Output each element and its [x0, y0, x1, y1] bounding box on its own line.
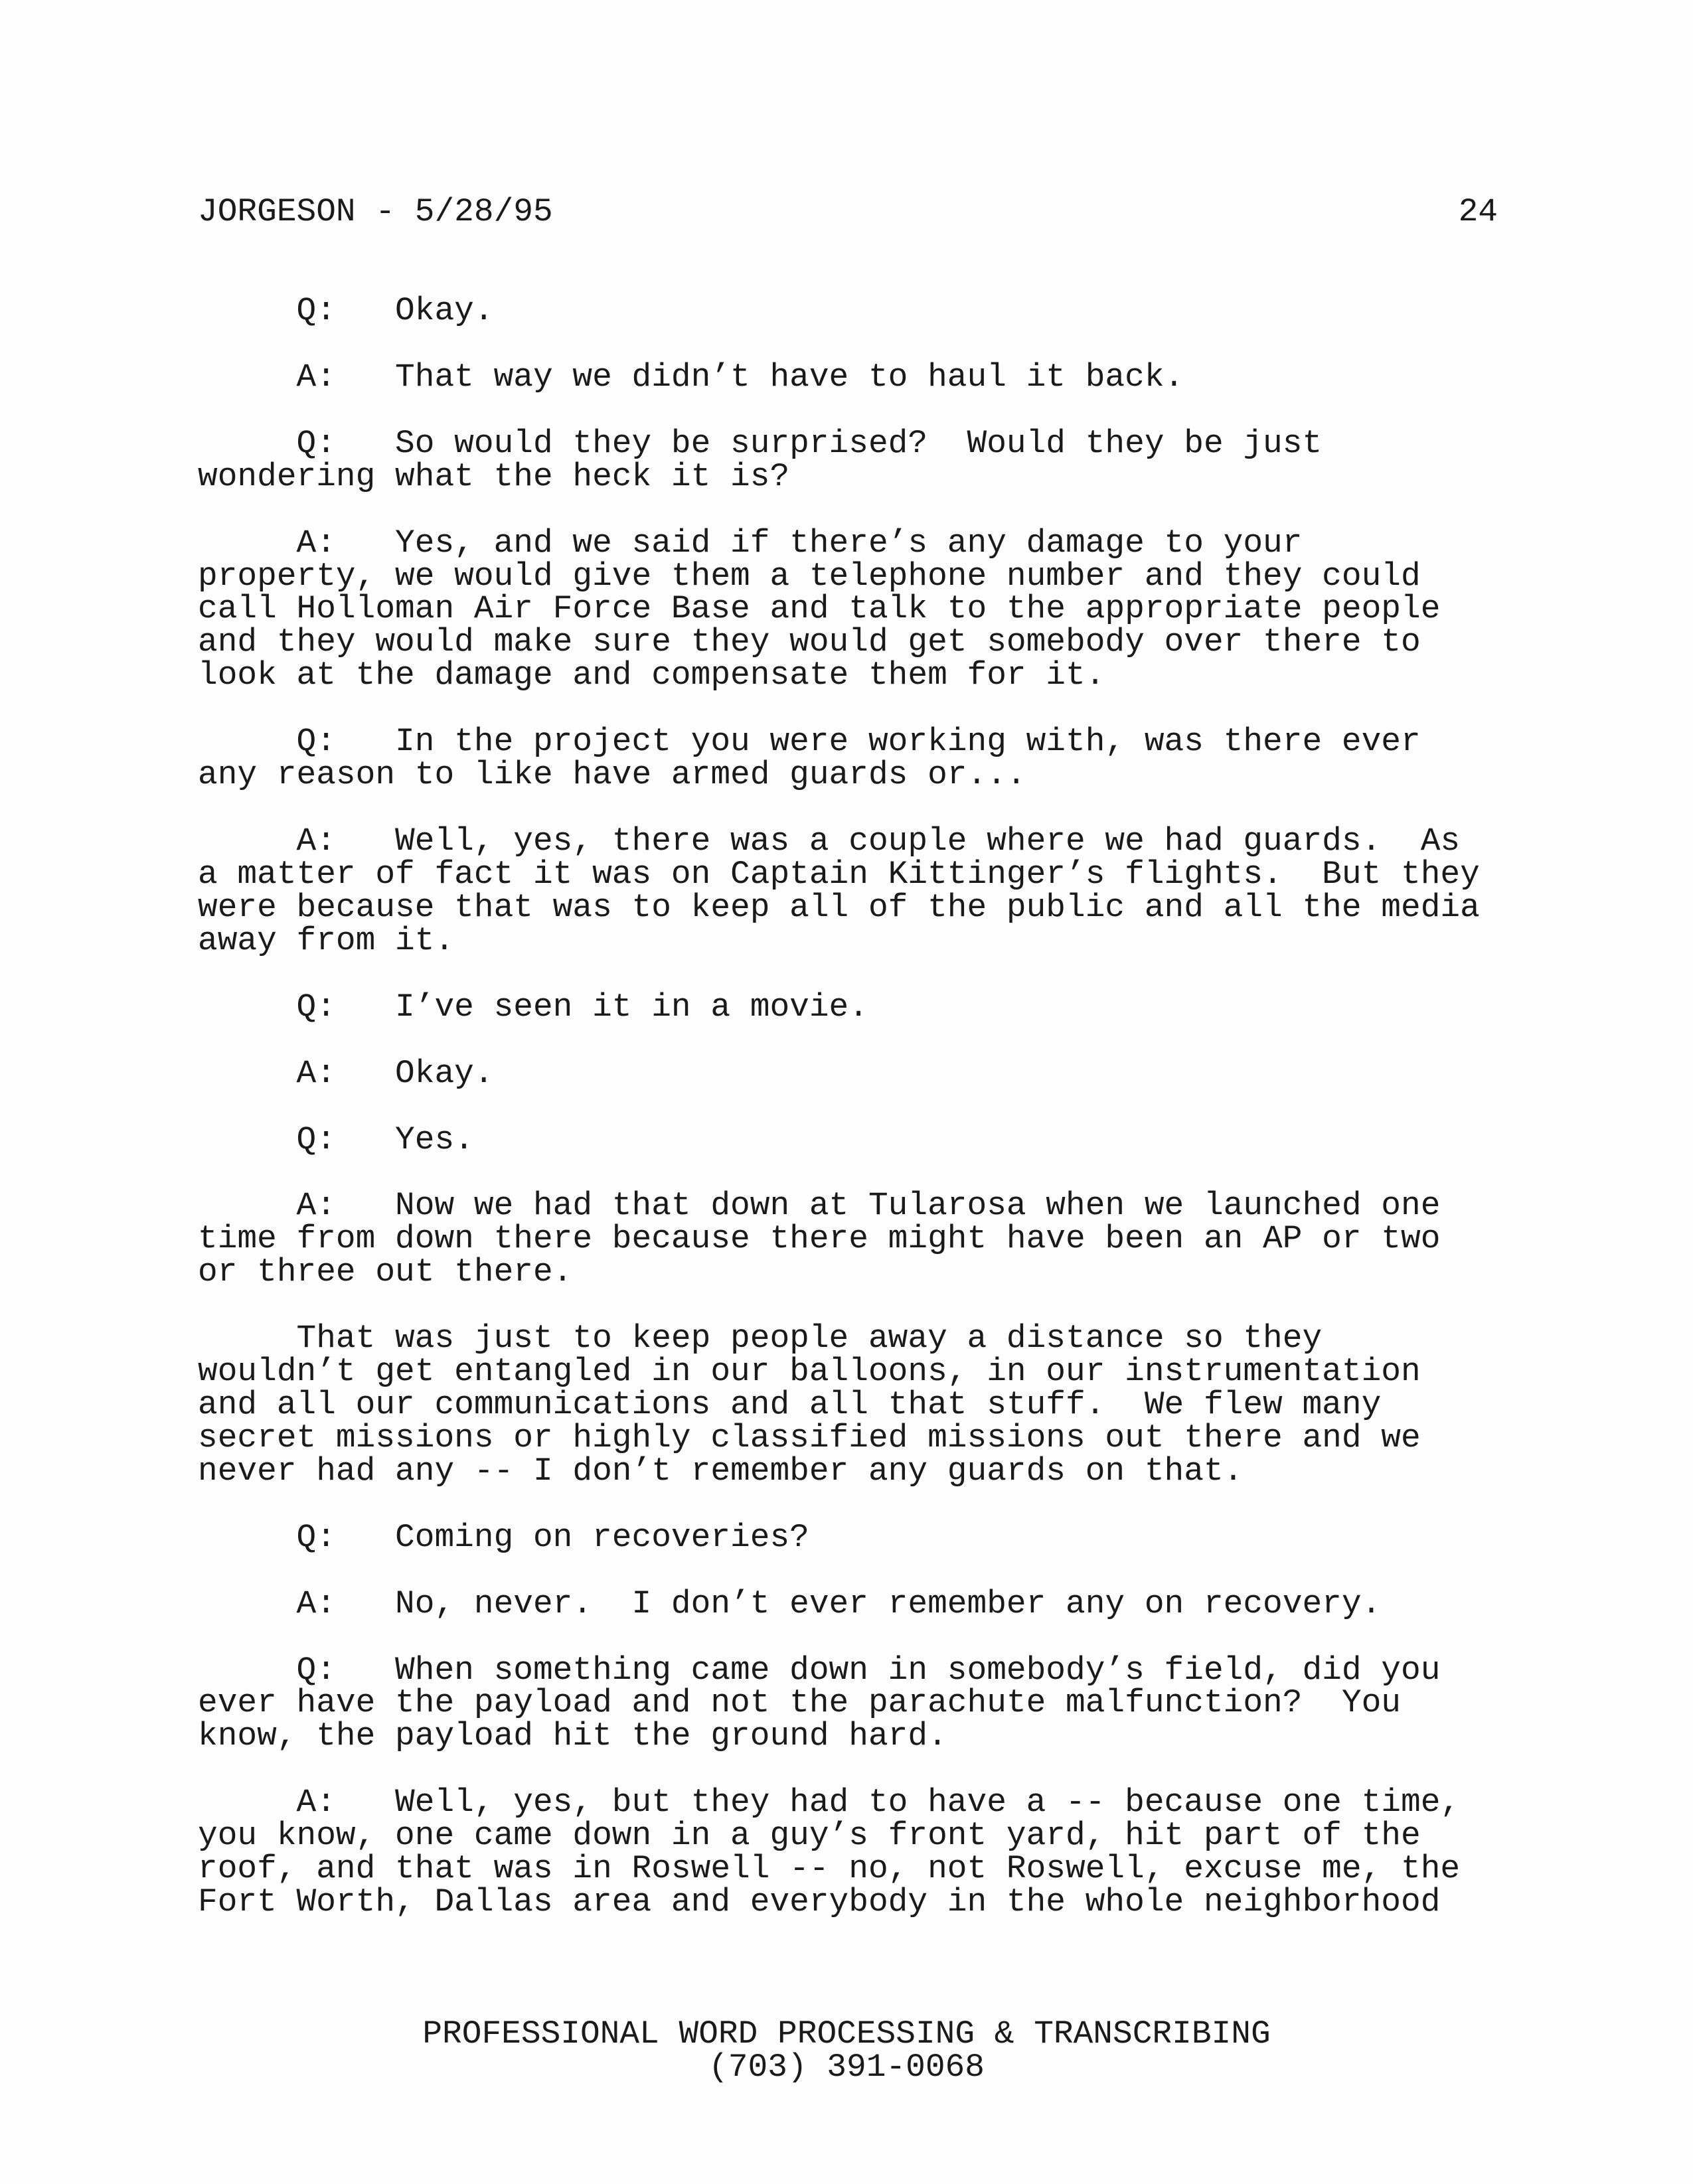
transcript-line: any reason to like have armed guards or... [198, 756, 1026, 794]
transcript-line: Q: So would they be surprised? Would they be just [198, 424, 1323, 462]
transcript-line: A: Well, yes, but they had to have a -- because one time, [198, 1784, 1461, 1822]
transcript-line: Q: I’ve seen it in a movie. [198, 988, 868, 1026]
transcript-line: Q: Okay. [198, 292, 494, 329]
transcript-line: time from down there because there might have been an AP or two [198, 1220, 1441, 1258]
transcript-line: wouldn’t get entangled in our balloons, in our instrumentation [198, 1353, 1421, 1391]
transcript-line: were because that was to keep all of the public and all the media [198, 888, 1480, 926]
transcript-line: That was just to keep people away a distance so they [198, 1320, 1323, 1358]
transcript-line: look at the damage and compensate them for it. [198, 657, 1105, 694]
transcript-line: call Holloman Air Force Base and talk to the appropriate people [198, 590, 1441, 628]
transcript-line: A: That way we didn’t have to haul it back. [198, 358, 1184, 396]
transcript-line: Fort Worth, Dallas area and everybody in the whole neighborhood [198, 1883, 1441, 1921]
transcript-line: ever have the payload and not the parachute malfunction? You [198, 1684, 1401, 1722]
transcript-line: away from it. [198, 921, 455, 959]
transcript-line: A: Okay. [198, 1054, 494, 1092]
transcript-line: Q: Coming on recoveries? [198, 1518, 809, 1556]
transcript-line: A: No, never. I don’t ever remember any on recovery. [198, 1585, 1382, 1622]
transcript-line: Q: When something came down in somebody’s field, did you [198, 1651, 1441, 1689]
footer-phone: (703) 391-0068 [708, 2049, 985, 2086]
transcript-line: and all our communications and all that stuff. We flew many [198, 1386, 1382, 1424]
transcript-line: roof, and that was in Roswell -- no, not Roswell, excuse me, the [198, 1850, 1461, 1888]
page-number: 24 [1458, 193, 1498, 230]
transcript-line: or three out there. [198, 1253, 573, 1291]
transcript-line: know, the payload hit the ground hard. [198, 1717, 947, 1755]
header-title: JORGESON - 5/28/95 [198, 193, 553, 230]
transcript-line: a matter of fact it was on Captain Kittinger’s flights. But they [198, 855, 1480, 893]
transcript-line: Q: In the project you were working with, was there ever [198, 723, 1421, 761]
transcript-line: property, we would give them a telephone number and they could [198, 557, 1421, 595]
transcript-line: secret missions or highly classified missions out there and we [198, 1419, 1421, 1456]
transcript-line: A: Now we had that down at Tularosa when we launched one [198, 1187, 1441, 1225]
transcript-line: wondering what the heck it is? [198, 457, 790, 495]
transcript-line: you know, one came down in a guy’s front yard, hit part of the [198, 1817, 1421, 1855]
transcript-line: never had any -- I don’t remember any guards on that. [198, 1452, 1244, 1490]
transcript-line: A: Yes, and we said if there’s any damage to your [198, 524, 1303, 562]
transcript-line: A: Well, yes, there was a couple where we had guards. As [198, 822, 1461, 860]
transcript-line: and they would make sure they would get somebody over there to [198, 623, 1421, 661]
footer-company: PROFESSIONAL WORD PROCESSING & TRANSCRIBING [422, 2015, 1271, 2053]
transcript-line: Q: Yes. [198, 1121, 474, 1158]
